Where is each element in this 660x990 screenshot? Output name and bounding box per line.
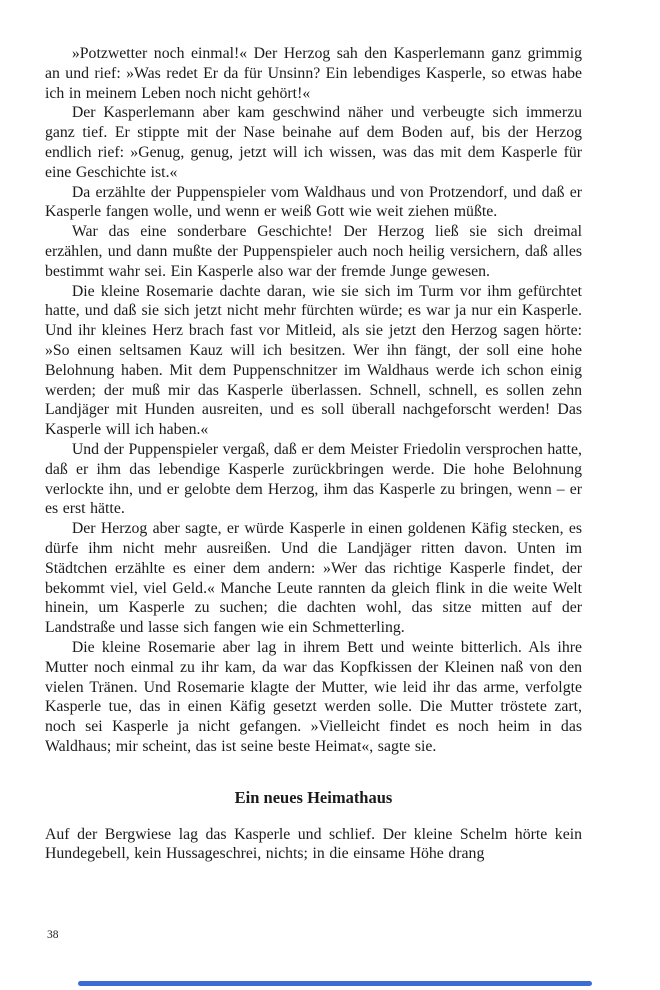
text-column <box>45 44 582 864</box>
paragraph: Die kleine Rosemarie dachte daran, wie sie sich im Turm vor ihm gefürchtet hatte, und daß sie sich jetzt nicht mehr fürchten würde; es war ja nur ein Kasperle. Und ihr kleines Herz brach fast vor Mitleid, als sie jetzt den Herzog sagen hörte: »So einen seltsamen Kauz will ich besitzen. Wer ihn fängt, der soll eine hohe Belohnung haben. Mit dem Puppenschnitzer im Waldhaus werde ich schon einig werden; der muß mir das Kasperle überlassen. Schnell, schnell, es sollen zehn Landjäger mit Hunden ausreiten, und es soll überall nachgeforscht werden! Das Kasperle will ich haben.« <box>45 282 582 439</box>
paragraph: Auf der Bergwiese lag das Kasperle und schlief. Der kleine Schelm hörte kein Hundegebell, kein Hussageschrei, nichts; in die einsame Höhe drang <box>45 825 582 863</box>
chapter-heading: Ein neues Heimathaus <box>234 787 393 807</box>
paragraph: War das eine sonderbare Geschichte! Der Herzog ließ sie sich dreimal erzählen, und dann mußte der Puppenspieler auch noch heilig versichern, daß alles bestimmt wahr sei. Ein Kasperle also war der fremde Junge gewesen. <box>45 223 582 280</box>
paragraph: »Potzwetter noch einmal!« Der Herzog sah den Kasperlemann ganz grimmig an und rief: »Was redet Er da für Unsinn? Ein lebendiges Kasperle, so etwas habe ich in meinem Leben noch nicht gehört!« <box>45 45 582 102</box>
story-paragraphs <box>45 44 582 757</box>
paragraph: Die kleine Rosemarie aber lag in ihrem Bett und weinte bitterlich. Als ihre Mutter noch einmal zu ihr kam, da war das Kopfkissen der Kleinen naß von den vielen Tränen. Und Rosemarie klagte der Mutter, wie leid ihr das arme, verfolgte Kasperle tue, das in einen Käfig gesetzt werden solle. Die Mutter tröstete zart, noch sei Kasperle ja nicht gefangen. »Vielleicht findet es noch heim in das Waldhaus; mir scheint, das ist seine beste Heimat«, sagte sie. <box>45 638 582 755</box>
paragraph: Und der Puppenspieler vergaß, daß er dem Meister Friedolin versprochen hatte, daß er ihm das lebendige Kasperle zurückbringen werde. Die hohe Belohnung verlockte ihn, und er gelobte dem Herzog, ihm das Kasperle zu bringen, wenn – er es erst hätte. <box>45 440 582 518</box>
reading-progress-bar[interactable] <box>78 981 592 986</box>
page-number: 38 <box>47 929 59 941</box>
paragraph: Da erzählte der Puppenspieler vom Waldhaus und von Protzendorf, und daß er Kasperle fangen wolle, und wenn er weiß Gott wie weit ziehen müßte. <box>45 183 582 221</box>
paragraph: Der Herzog aber sagte, er würde Kasperle in einen goldenen Käfig stecken, es dürfe ihm nicht mehr ausreißen. Und die Landjäger ritten davon. Unten im Städtchen erzählte es einer dem andern: »Wer das richtige Kasperle findet, der bekommt viel, viel Geld.« Manche Leute rannten da gleich flink in die weite Welt hinein, um Kasperle zu suchen; die dachten wohl, das sitze mitten auf der Landstraße und lasse sich fangen wie ein Schmetterling. <box>45 520 582 637</box>
paragraph: Der Kasperlemann aber kam geschwind näher und verbeugte sich immerzu ganz tief. Er stippte mit der Nase beinahe auf dem Boden auf, bis der Herzog endlich rief: »Genug, genug, jetzt will ich wissen, was das mit dem Kasperle für eine Geschichte ist.« <box>45 104 582 181</box>
chapter-opening-paragraphs <box>45 825 582 865</box>
